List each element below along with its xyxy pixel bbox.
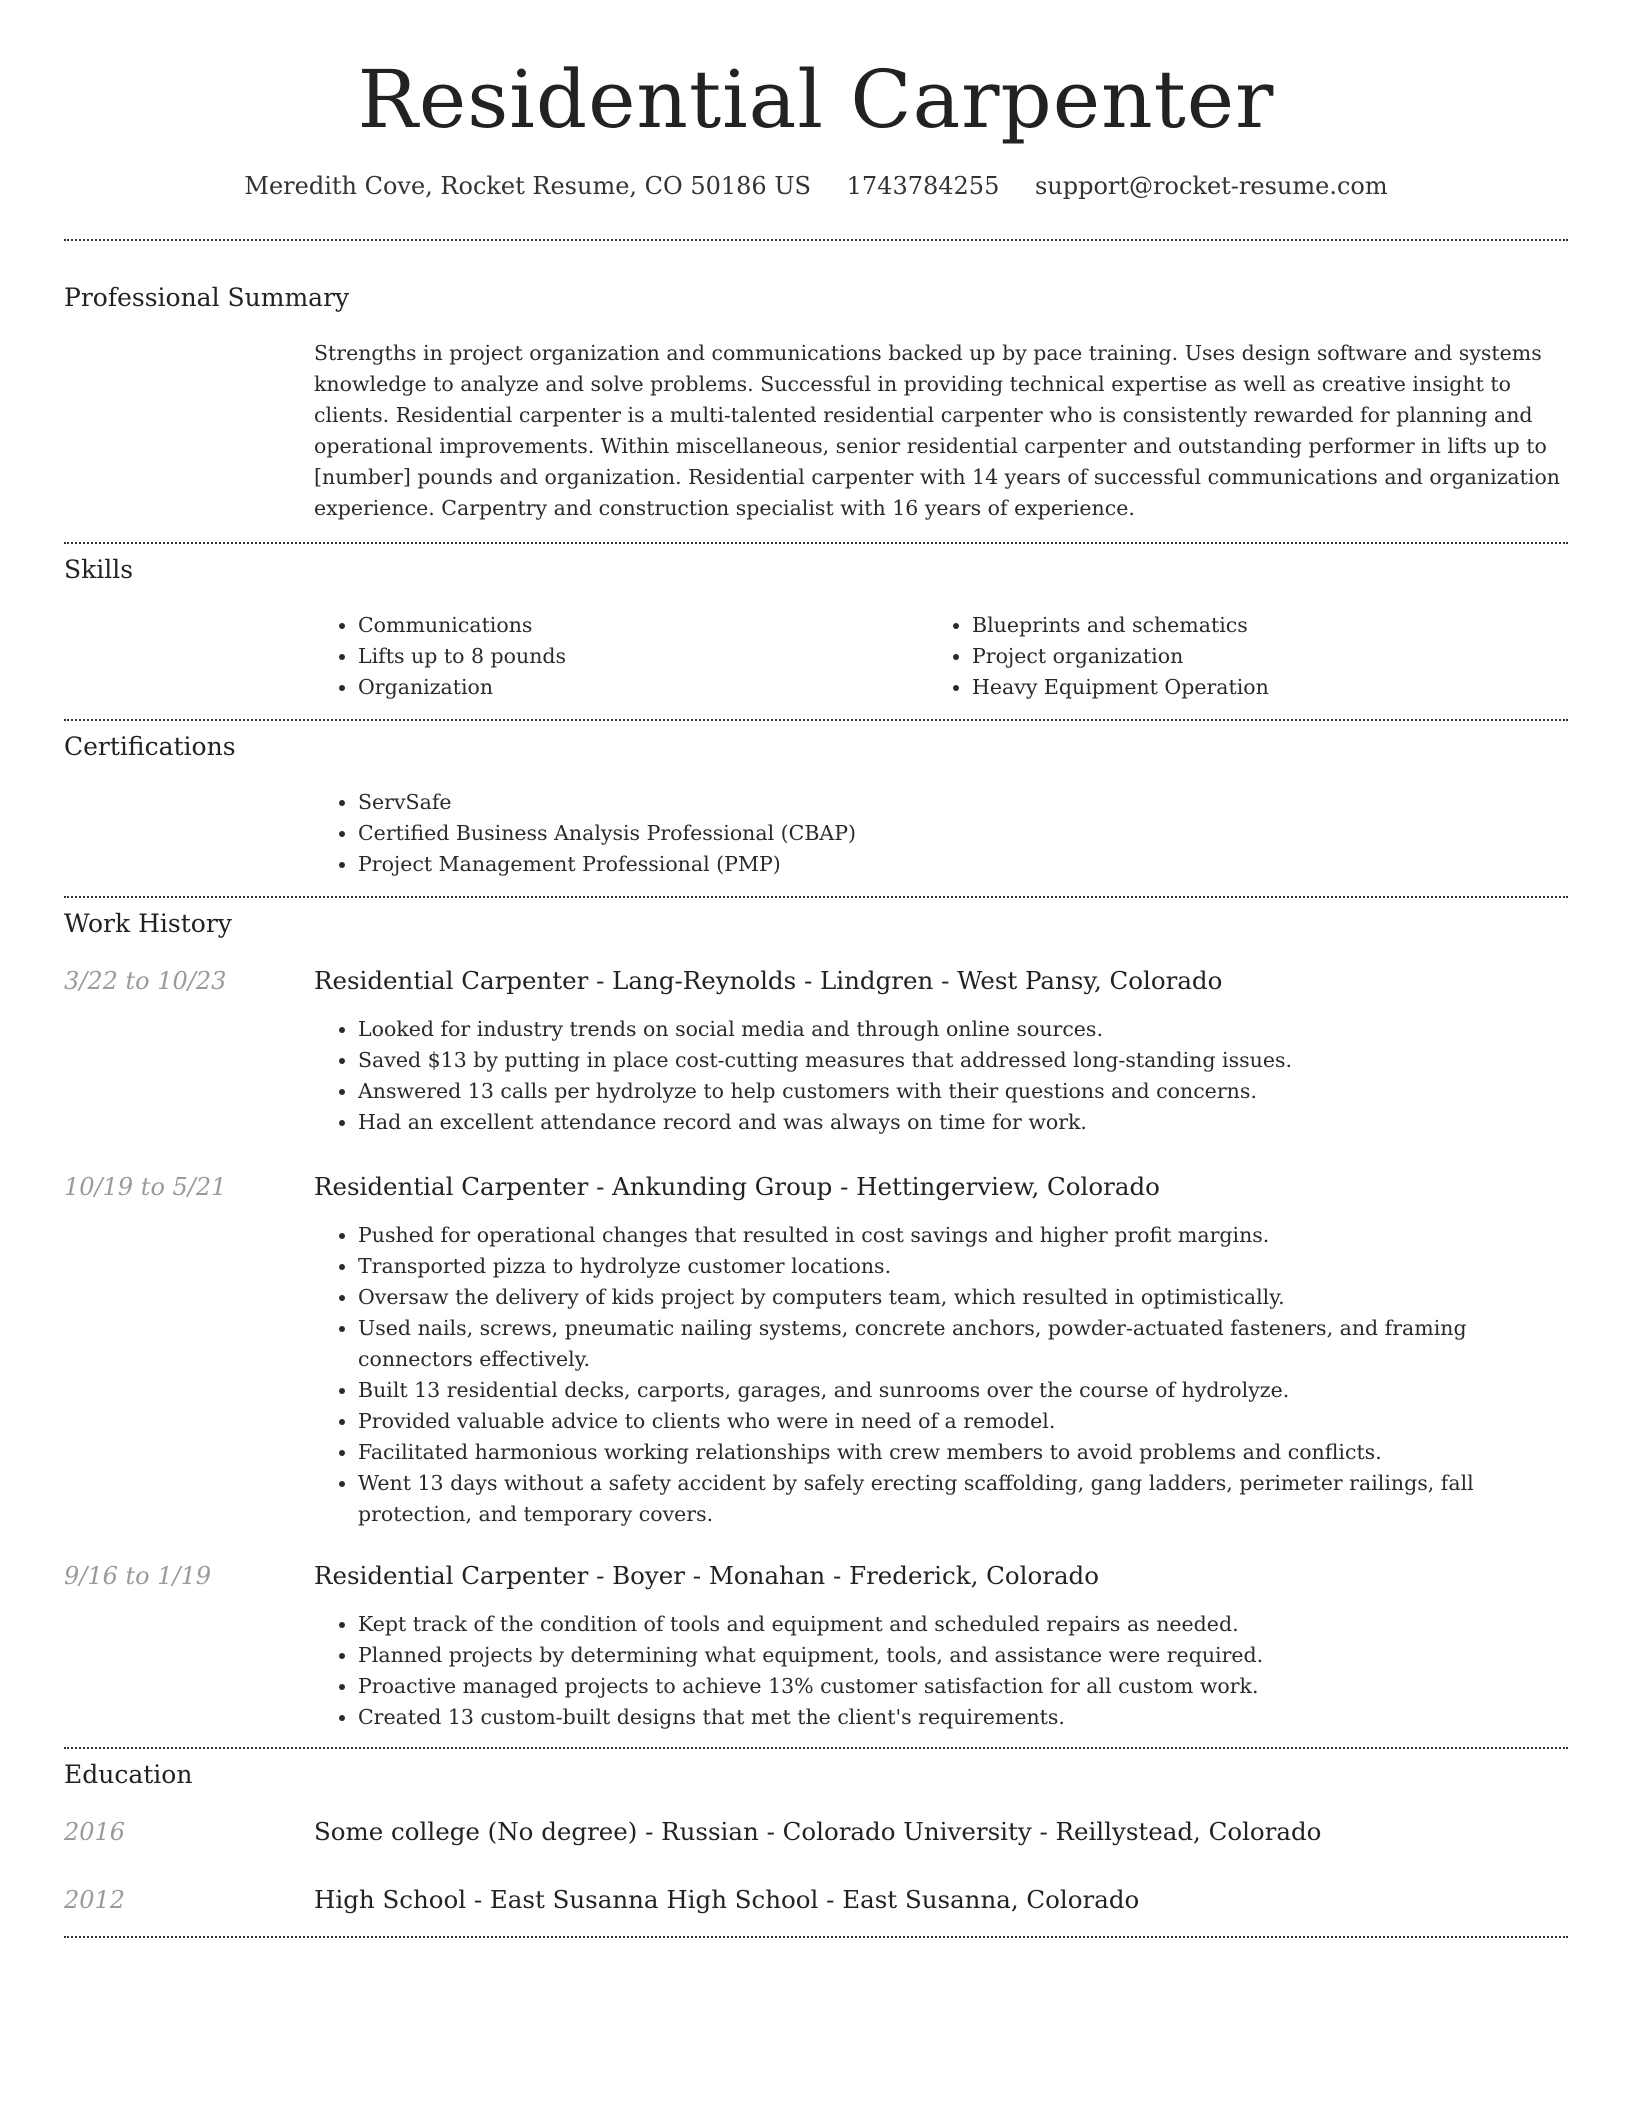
summary-text: Strengths in project organization and communications backed up by pace training. Uses design software and systems knowledge to analyze and solve problems. Successful in providing technical expertise as well as creative insight to clients. Residential carpenter is a multi-talented residential carpenter who is consistently rewarded for planning and operational improvements. Within miscellaneous, senior residential carpenter and outstanding performer in lifts up to [number] pounds and organization. Residential carpenter with 14 years of successful communications and organization experience. Carpentry and construction specialist with 16 years of experience. (314, 341, 1560, 520)
certification-item: • Project Management Professional (PMP) (358, 849, 1568, 880)
certification-item: • ServSafe (358, 787, 1568, 818)
job-bullet: • Planned projects by determining what equipment, tools, and assistance were required. (358, 1640, 1568, 1671)
job-bullet: • Answered 13 calls per hydrolyze to help customers with their questions and concerns. (358, 1076, 1568, 1107)
section-divider (64, 239, 1568, 241)
job-dates: 9/16 to 1/19 (64, 1562, 212, 1590)
skills-section-title: Skills (64, 555, 134, 584)
job-bullet: • Had an excellent attendance record and was always on time for work. (358, 1107, 1568, 1138)
skills-column-right (928, 610, 1528, 703)
skills-column-left (314, 610, 914, 703)
skills-content (314, 610, 1568, 706)
summary-content (314, 338, 1568, 524)
job-bullet: • Provided valuable advice to clients who were in need of a remodel. (358, 1406, 1568, 1437)
job-bullets (314, 1220, 1568, 1530)
skill-item: • Lifts up to 8 pounds (358, 641, 914, 672)
section-divider (64, 542, 1568, 544)
contact-address: Meredith Cove, Rocket Resume, CO 50186 US (244, 172, 811, 200)
skill-item: • Communications (358, 610, 914, 641)
job-bullet: • Pushed for operational changes that resulted in cost savings and higher profit margins. (358, 1220, 1568, 1251)
job-dates: 10/19 to 5/21 (64, 1173, 227, 1201)
education-section-title: Education (64, 1760, 193, 1789)
job-bullets (314, 1609, 1568, 1733)
summary-section-title: Professional Summary (64, 283, 350, 312)
job-bullet: • Looked for industry trends on social media and through online sources. (358, 1014, 1568, 1045)
section-divider (64, 719, 1568, 721)
skill-item: • Blueprints and schematics (972, 610, 1528, 641)
job-bullet: • Built 13 residential decks, carports, garages, and sunrooms over the course of hydrolyze. (358, 1375, 1568, 1406)
job-bullet: • Proactive managed projects to achieve 13% customer satisfaction for all custom work. (358, 1671, 1568, 1702)
job-title: Residential Carpenter - Boyer - Monahan - Frederick, Colorado (314, 1561, 1099, 1590)
education-title: Some college (No degree) - Russian - Colorado University - Reillystead, Colorado (314, 1817, 1322, 1846)
education-year: 2016 (64, 1818, 126, 1846)
job-bullet: • Went 13 days without a safety accident by safely erecting scaffolding, gang ladders, perimeter railings, fall protection, and temporary covers. (358, 1468, 1568, 1530)
contact-email: support@rocket-resume.com (1034, 172, 1388, 200)
certifications-section-title: Certifications (64, 732, 236, 761)
contact-phone: 1743784255 (846, 172, 1000, 200)
skill-item: • Heavy Equipment Operation (972, 672, 1528, 703)
section-divider (64, 1747, 1568, 1749)
job-bullet: • Created 13 custom-built designs that met the client's requirements. (358, 1702, 1568, 1733)
job-bullet: • Used nails, screws, pneumatic nailing systems, concrete anchors, powder-actuated fasteners, and framing connectors effectively. (358, 1313, 1568, 1375)
education-year: 2012 (64, 1886, 126, 1914)
job-title: Residential Carpenter - Lang-Reynolds - Lindgren - West Pansy, Colorado (314, 966, 1223, 995)
job-bullets (314, 1014, 1568, 1138)
work-section-title: Work History (64, 909, 232, 938)
job-bullet: • Kept track of the condition of tools and equipment and scheduled repairs as needed. (358, 1609, 1568, 1640)
resume-name: Residential Carpenter (357, 53, 1275, 146)
job-bullet: • Transported pizza to hydrolyze customer locations. (358, 1251, 1568, 1282)
certifications-content (314, 787, 1568, 880)
job-bullet: • Oversaw the delivery of kids project by computers team, which resulted in optimistically. (358, 1282, 1568, 1313)
section-divider (64, 896, 1568, 898)
certification-item: • Certified Business Analysis Professional (CBAP) (358, 818, 1568, 849)
job-title: Residential Carpenter - Ankunding Group - Hettingerview, Colorado (314, 1172, 1160, 1201)
skill-item: • Project organization (972, 641, 1528, 672)
section-divider (64, 1936, 1568, 1938)
contact-line (0, 168, 1632, 204)
skill-item: • Organization (358, 672, 914, 703)
job-bullet: • Saved $13 by putting in place cost-cutting measures that addressed long-standing issues. (358, 1045, 1568, 1076)
job-dates: 3/22 to 10/23 (64, 967, 227, 995)
job-bullet: • Facilitated harmonious working relationships with crew members to avoid problems and conflicts. (358, 1437, 1568, 1468)
education-title: High School - East Susanna High School - East Susanna, Colorado (314, 1885, 1140, 1914)
